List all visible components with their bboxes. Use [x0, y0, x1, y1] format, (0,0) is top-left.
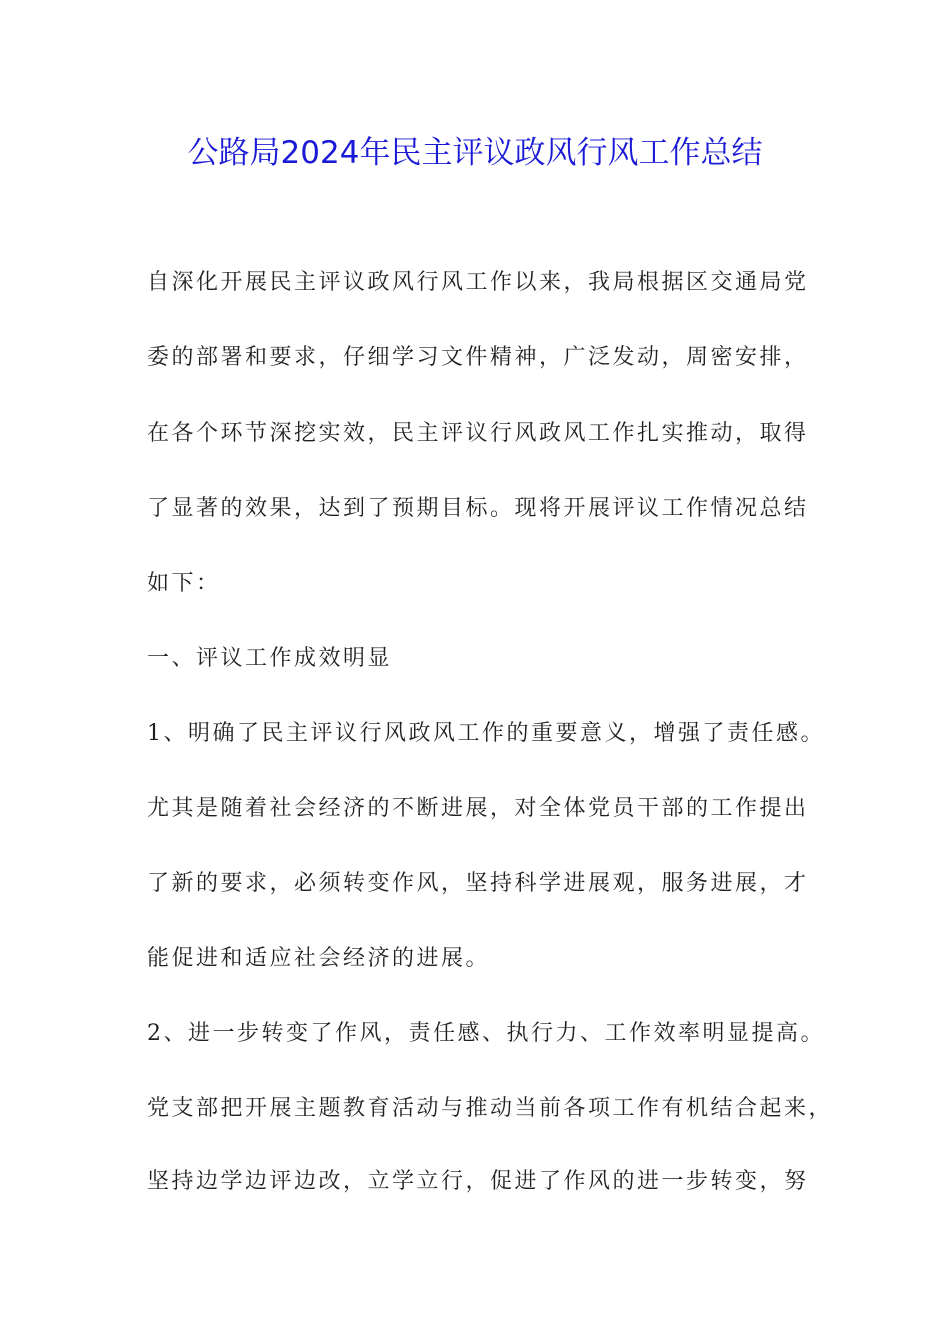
section-heading: 一、评议工作成效明显: [147, 646, 393, 671]
paragraph-line: 2、进一步转变了作风，责任感、执行力、工作效率明显提高。: [147, 1021, 825, 1046]
paragraph-line: 1、明确了民主评议行风政风工作的重要意义，增强了责任感。: [147, 721, 825, 746]
paragraph-line: 坚持边学边评边改，立学立行，促进了作风的进一步转变，努: [147, 1169, 809, 1194]
paragraph-line: 在各个环节深挖实效，民主评议行风政风工作扎实推动，取得: [147, 421, 809, 446]
paragraph-line: 党支部把开展主题教育活动与推动当前各项工作有机结合起来，: [147, 1096, 834, 1121]
paragraph-line: 委的部署和要求，仔细学习文件精神，广泛发动，周密安排，: [147, 345, 809, 370]
paragraph-line: 了新的要求，必须转变作风，坚持科学进展观，服务进展，才: [147, 871, 809, 896]
paragraph-line: 能促进和适应社会经济的进展。: [147, 946, 491, 971]
paragraph-line: 了显著的效果，达到了预期目标。现将开展评议工作情况总结: [147, 496, 809, 521]
paragraph-line: 自深化开展民主评议政风行风工作以来，我局根据区交通局党: [147, 270, 809, 295]
paragraph-line: 尤其是随着社会经济的不断进展，对全体党员干部的工作提出: [147, 796, 809, 821]
paragraph-line: 如下：: [147, 571, 221, 596]
document-title: 公路局2024年民主评议政风行风工作总结: [187, 135, 763, 171]
